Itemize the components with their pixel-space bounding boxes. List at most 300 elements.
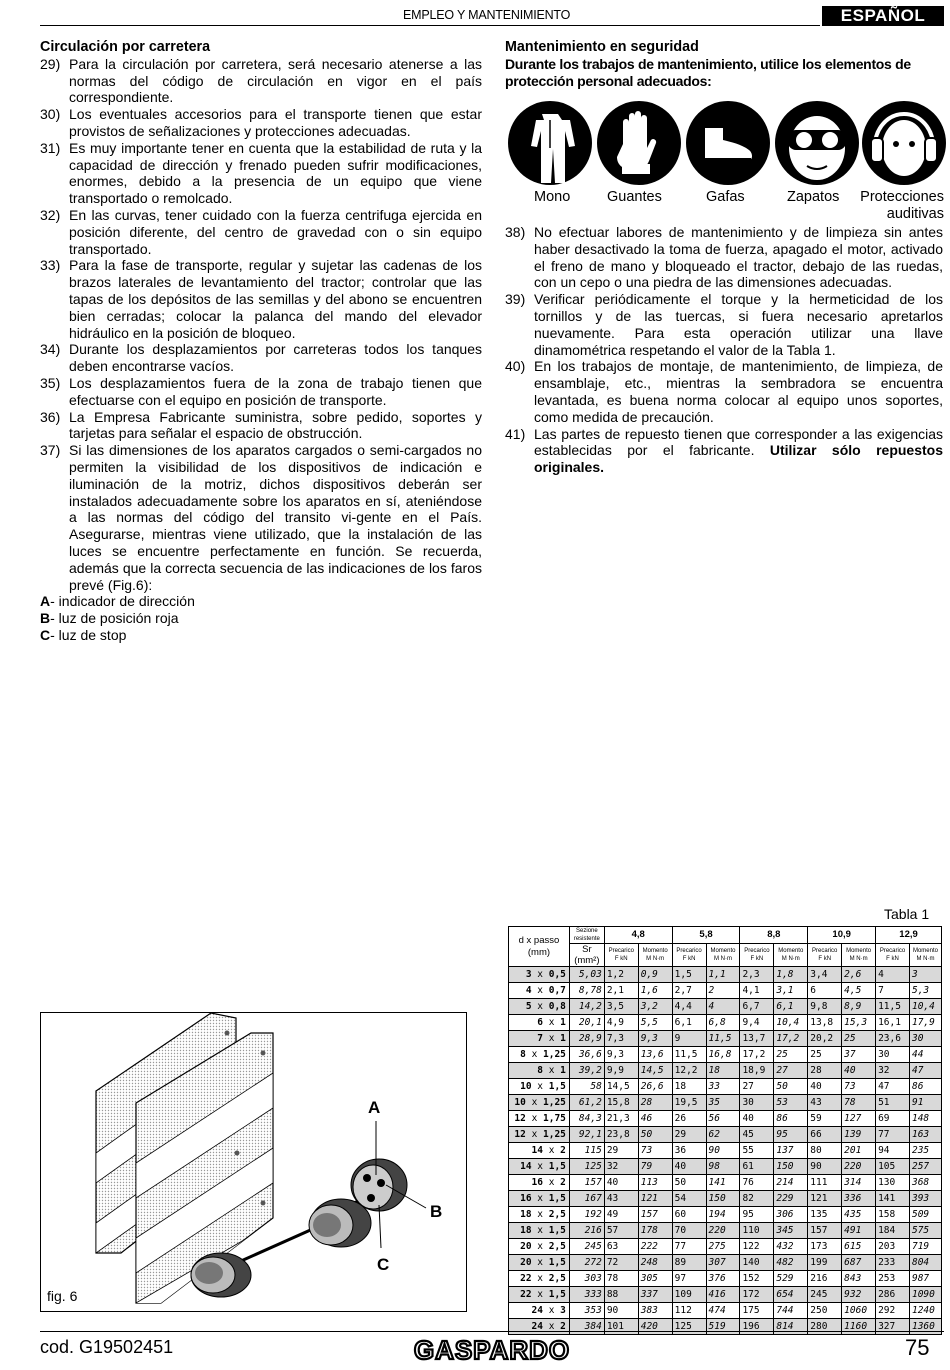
cell-dx [509,1015,570,1031]
ppe-icon-row [505,100,945,192]
cell-diameter: 12 [514,1128,526,1140]
ppe-label-overalls: Mono [534,189,571,205]
cell-diameter: 10 [520,1080,532,1092]
cell-preload: 23,6 [876,1031,910,1047]
cell-preload: 40 [604,1175,638,1191]
cell-preload: 20,2 [808,1031,842,1047]
cell-diameter: 18 [520,1224,532,1236]
cell-preload: 110 [740,1223,774,1239]
cell-torque: 37 [842,1047,876,1063]
cell-torque: 18 [706,1063,740,1079]
cell-sr: 20,1 [569,1015,604,1031]
cell-times: x [531,1256,549,1268]
light-legend-item [40,610,482,627]
cell-torque: 5,3 [909,983,941,999]
cell-preload: 36 [672,1143,706,1159]
cell-diameter: 20 [520,1256,532,1268]
cell-preload: 7,3 [604,1031,638,1047]
item-number: 40) [505,358,526,375]
document-code: cod. G19502451 [40,1337,174,1357]
torque-label: Momento [778,948,804,954]
grade-header-10-9: 10,9 [808,927,876,944]
cell-torque: 5,5 [638,1015,672,1031]
item-number: 35) [40,374,61,391]
cell-torque: 509 [909,1207,941,1223]
preload-label: Precarico [744,948,770,954]
numbered-item [40,442,482,593]
item-number: 41) [505,425,526,442]
cell-dx [509,1303,570,1319]
cell-dx [509,1143,570,1159]
cell-preload: 66 [808,1127,842,1143]
item-text-body: Las partes de repuesto tienen que corresponder a las exigencias establecidas por el fabricante. [534,425,943,459]
cell-preload: 60 [672,1207,706,1223]
cell-pitch: 1,5 [548,1224,566,1236]
cell-preload: 70 [672,1223,706,1239]
cell-torque: 383 [638,1303,672,1319]
cell-sr: 115 [569,1143,604,1159]
torque-unit: M N·m [713,956,732,962]
cell-dx [509,1159,570,1175]
cell-torque: 163 [909,1127,941,1143]
cell-torque: 222 [638,1239,672,1255]
cell-sr: 157 [569,1175,604,1191]
cell-diameter: 24 [531,1304,543,1316]
item-text [534,426,943,476]
cell-sr: 216 [569,1223,604,1239]
cell-torque: 86 [774,1111,808,1127]
cell-dx [509,1111,570,1127]
cell-preload: 30 [876,1047,910,1063]
cell-preload: 72 [604,1255,638,1271]
cell-torque: 376 [706,1271,740,1287]
cell-preload: 51 [876,1095,910,1111]
cell-dx [509,983,570,999]
cell-preload: 94 [876,1143,910,1159]
cell-pitch: 2 [560,1320,566,1332]
cell-sr: 192 [569,1207,604,1223]
cell-diameter: 14 [531,1144,543,1156]
table-row [509,1271,942,1287]
cell-dx [509,1047,570,1063]
item-text: La Empresa Fabricante suministra, sobre pedido, soportes y tarjetas para señalar el espacio de obstrucción. [69,408,482,442]
preload-label: Precarico [676,948,702,954]
table-row [509,983,942,999]
cell-times: x [525,1096,544,1108]
cell-pitch: 1 [560,1064,566,1076]
table-row [509,999,942,1015]
cell-preload: 11,5 [876,999,910,1015]
cell-preload: 2,3 [740,967,774,983]
brand-name: GASPARDO [413,1335,571,1365]
cell-preload: 101 [604,1319,638,1335]
grade-header-8-8: 8,8 [740,927,808,944]
cell-pitch: 1,5 [548,1256,566,1268]
preload-unit: F kN [886,956,899,962]
preload-unit: F kN [750,956,764,962]
cell-preload: 157 [808,1223,842,1239]
cell-torque: 33 [706,1079,740,1095]
subheader-torque [909,944,941,967]
cell-preload: 216 [808,1271,842,1287]
cell-torque: 482 [774,1255,808,1271]
cell-sr: 92,1 [569,1127,604,1143]
ppe-label-gloves: Guantes [607,189,662,205]
cell-pitch: 1,25 [543,1048,566,1060]
cell-preload: 327 [876,1319,910,1335]
cell-dx [509,1079,570,1095]
grade-header-12-9: 12,9 [876,927,942,944]
cell-sr: 353 [569,1303,604,1319]
cell-dx [509,1031,570,1047]
cell-dx [509,1127,570,1143]
cell-preload: 111 [808,1175,842,1191]
cell-preload: 21,3 [604,1111,638,1127]
cell-pitch: 2 [560,1176,566,1188]
cell-diameter: 5 [525,1000,532,1012]
cell-preload: 175 [740,1303,774,1319]
cell-torque: 15,3 [842,1015,876,1031]
cell-dx [509,1063,570,1079]
cell-diameter: 16 [531,1176,543,1188]
cell-times: x [531,984,549,996]
cell-torque: 275 [706,1239,740,1255]
cell-preload: 9,4 [740,1015,774,1031]
cell-sr: 384 [569,1319,604,1335]
cell-diameter: 22 [520,1288,532,1300]
numbered-item [40,140,482,207]
cell-dx [509,967,570,983]
cell-preload: 280 [808,1319,842,1335]
overalls-icon [507,100,593,186]
cell-sr: 36,6 [569,1047,604,1063]
item-text [534,224,943,291]
cell-dx [509,1191,570,1207]
cell-preload: 26 [672,1111,706,1127]
cell-torque: 336 [842,1191,876,1207]
cell-torque: 73 [842,1079,876,1095]
cell-torque: 14,5 [638,1063,672,1079]
cell-torque: 1060 [842,1303,876,1319]
cell-torque: 2,6 [842,967,876,983]
cell-preload: 28 [808,1063,842,1079]
cell-pitch: 1,5 [548,1080,566,1092]
cell-torque: 416 [706,1287,740,1303]
cell-torque: 137 [774,1143,808,1159]
callout-a: A [368,1098,381,1117]
cell-preload: 45 [740,1127,774,1143]
sr-unit: (mm²) [574,955,600,966]
table-row [509,1191,942,1207]
cell-preload: 29 [672,1127,706,1143]
page-number: 75 [905,1335,930,1360]
cell-torque: 150 [774,1159,808,1175]
item-text [534,358,943,425]
item-text [534,291,943,358]
cell-times: x [531,1288,549,1300]
torque-label: Momento [846,948,872,954]
cell-preload: 253 [876,1271,910,1287]
figure-6-frame [40,1012,467,1312]
cell-sr: 167 [569,1191,604,1207]
cell-torque: 345 [774,1223,808,1239]
cell-sr: 14,2 [569,999,604,1015]
cell-preload: 47 [876,1079,910,1095]
ear-protection-icon [861,100,947,186]
col-header-sr-top: Sezione resistente [569,927,604,944]
cell-preload: 199 [808,1255,842,1271]
cell-preload: 203 [876,1239,910,1255]
cell-preload: 27 [740,1079,774,1095]
cell-torque: 6,8 [706,1015,740,1031]
cell-diameter: 16 [520,1192,532,1204]
cell-preload: 16,1 [876,1015,910,1031]
cell-preload: 40 [740,1111,774,1127]
road-traffic-heading: Circulación por carretera [40,39,211,55]
cell-torque: 314 [842,1175,876,1191]
cell-preload: 245 [808,1287,842,1303]
cell-torque: 235 [909,1143,941,1159]
subheader-preload [672,944,706,967]
cell-sr: 245 [569,1239,604,1255]
cell-torque: 9,3 [638,1031,672,1047]
item-text: Es muy importante tener en cuenta que la estabilidad de ruta y la capacidad de dirección y frenado pueden sufrir modificaciones, enormes, debido a la presencia de un equipo que viene transportado o remolcado. [69,139,482,207]
cell-torque: 13,6 [638,1047,672,1063]
brand-logo [413,1335,571,1365]
numbered-item [40,375,482,409]
cell-torque: 95 [774,1127,808,1143]
cell-torque: 25 [842,1031,876,1047]
cell-preload: 9 [672,1031,706,1047]
table-row [509,967,942,983]
cell-preload: 55 [740,1143,774,1159]
cell-preload: 69 [876,1111,910,1127]
cell-torque: 113 [638,1175,672,1191]
numbered-item [40,341,482,375]
cell-torque: 56 [706,1111,740,1127]
cell-preload: 90 [808,1159,842,1175]
preload-label: Precarico [879,948,906,954]
cell-preload: 90 [604,1303,638,1319]
ppe-instruction: Durante los trabajos de mantenimiento, utilice los elementos de protección personal adecuados: [505,55,911,89]
cell-preload: 105 [876,1159,910,1175]
cell-pitch: 0,5 [548,968,566,980]
cell-preload: 18 [672,1079,706,1095]
col-header-sr [569,944,604,967]
cell-preload: 140 [740,1255,774,1271]
torque-unit: M N·m [849,956,868,962]
cell-torque: 150 [706,1191,740,1207]
cell-diameter: 7 [537,1032,543,1044]
item-number: 32) [40,206,61,223]
cell-dx [509,1095,570,1111]
cell-torque: 932 [842,1287,876,1303]
subheader-torque [706,944,740,967]
cell-preload: 125 [672,1319,706,1335]
table-row [509,1175,942,1191]
table-row [509,1239,942,1255]
cell-times: x [543,1320,561,1332]
cell-torque: 615 [842,1239,876,1255]
item-text: En las curvas, tener cuidado con la fuerza centrifuga ejercida en posición diferente, del centro de gravedad con o sin equipo transportado. [69,206,482,257]
cell-times: x [525,1128,544,1140]
table-row [509,1255,942,1271]
cell-diameter: 18 [520,1208,532,1220]
subheader-preload [808,944,842,967]
cell-times: x [531,1240,549,1252]
ppe-label-shoes: Zapatos [787,189,840,205]
cell-torque: 50 [638,1127,672,1143]
cell-preload: 89 [672,1255,706,1271]
cell-dx [509,999,570,1015]
cell-preload: 76 [740,1175,774,1191]
cell-diameter: 20 [520,1240,532,1252]
cell-torque: 6,1 [774,999,808,1015]
cell-times: x [531,1208,549,1220]
cell-preload: 122 [740,1239,774,1255]
cell-preload: 286 [876,1287,910,1303]
item-number: 34) [40,341,61,358]
cell-pitch: 1,75 [543,1112,566,1124]
cell-preload: 233 [876,1255,910,1271]
cell-preload: 6,7 [740,999,774,1015]
cell-torque: 78 [842,1095,876,1111]
cell-preload: 25 [808,1047,842,1063]
torque-label: Momento [710,948,736,954]
cell-preload: 7 [876,983,910,999]
cell-torque: 248 [638,1255,672,1271]
cell-pitch: 0,8 [548,1000,566,1012]
cell-pitch: 1,5 [548,1288,566,1300]
cell-preload: 57 [604,1223,638,1239]
cell-times: x [531,1000,549,1012]
cell-torque: 393 [909,1191,941,1207]
cell-preload: 43 [604,1191,638,1207]
item-number: 36) [40,408,61,425]
cell-preload: 95 [740,1207,774,1223]
cell-dx [509,1287,570,1303]
item-text: Los desplazamientos fuera de la zona de trabajo tienen que efectuarse con el equipo en posición de transporte. [69,374,482,408]
cell-preload: 88 [604,1287,638,1303]
cell-torque: 30 [909,1031,941,1047]
cell-diameter: 8 [537,1064,543,1076]
cell-torque: 79 [638,1159,672,1175]
subheader-torque [774,944,808,967]
cell-diameter: 24 [531,1320,543,1332]
warning-panels-lights-illustration [41,1013,466,1311]
cell-preload: 292 [876,1303,910,1319]
subheader-torque [638,944,672,967]
cell-torque: 141 [706,1175,740,1191]
cell-torque: 10,4 [774,1015,808,1031]
cell-preload: 32 [604,1159,638,1175]
cell-torque: 474 [706,1303,740,1319]
cell-preload: 2,1 [604,983,638,999]
preload-label: Precarico [812,948,838,954]
cell-preload: 135 [808,1207,842,1223]
cell-sr: 39,2 [569,1063,604,1079]
cell-sr: 84,3 [569,1111,604,1127]
cell-pitch: 1,5 [548,1160,566,1172]
cell-torque: 91 [909,1095,941,1111]
cell-preload: 2,7 [672,983,706,999]
cell-preload: 49 [604,1207,638,1223]
cell-sr: 333 [569,1287,604,1303]
cell-times: x [531,1224,549,1236]
cell-torque: 1,6 [638,983,672,999]
legend-text: - luz de posición roja [50,610,179,627]
torque-unit: M N·m [916,956,935,962]
cell-preload: 40 [808,1079,842,1095]
cell-sr: 303 [569,1271,604,1287]
cell-sr: 28,9 [569,1031,604,1047]
torque-label: Momento [912,948,938,954]
cell-preload: 15,8 [604,1095,638,1111]
cell-times: x [531,1192,549,1204]
cell-pitch: 1,5 [548,1192,566,1204]
table-row [509,1319,942,1335]
cell-times: x [525,1048,544,1060]
cell-torque: 4 [706,999,740,1015]
preload-unit: F kN [682,956,696,962]
table-row [509,1159,942,1175]
cell-times: x [531,1272,549,1284]
numbered-item [40,56,482,106]
cell-preload: 3,5 [604,999,638,1015]
cell-torque: 62 [706,1127,740,1143]
table-row [509,1015,942,1031]
cell-times: x [531,1160,549,1172]
numbered-item [40,207,482,257]
cell-preload: 12,2 [672,1063,706,1079]
numbered-item [505,291,943,358]
table-row [509,1207,942,1223]
cell-torque: 44 [909,1047,941,1063]
cell-times: x [531,1080,549,1092]
preload-label: Precarico [608,948,634,954]
cell-torque: 305 [638,1271,672,1287]
cell-preload: 121 [808,1191,842,1207]
cell-preload: 97 [672,1271,706,1287]
footer-rule [40,1331,944,1332]
cell-preload: 196 [740,1319,774,1335]
cell-torque: 804 [909,1255,941,1271]
cell-dx [509,1255,570,1271]
legend-text: - luz de stop [50,626,127,643]
cell-torque: 1,8 [774,967,808,983]
cell-pitch: 2,5 [548,1208,566,1220]
cell-dx [509,1239,570,1255]
cell-preload: 9,9 [604,1063,638,1079]
cell-preload: 13,8 [808,1015,842,1031]
cell-sr: 61,2 [569,1095,604,1111]
table-row [509,1047,942,1063]
cell-torque: 8,9 [842,999,876,1015]
cell-pitch: 1 [560,1016,566,1028]
cell-preload: 184 [876,1223,910,1239]
numbered-item [40,409,482,443]
numbered-item [505,426,943,476]
cell-torque: 17,9 [909,1015,941,1031]
callout-b: B [430,1202,443,1221]
legend-letter: B [40,610,51,627]
cell-times: x [543,1064,561,1076]
cell-preload: 19,5 [672,1095,706,1111]
cell-times: x [543,1032,561,1044]
cell-preload: 1,2 [604,967,638,983]
torque-label: Momento [642,948,668,954]
cell-torque: 121 [638,1191,672,1207]
